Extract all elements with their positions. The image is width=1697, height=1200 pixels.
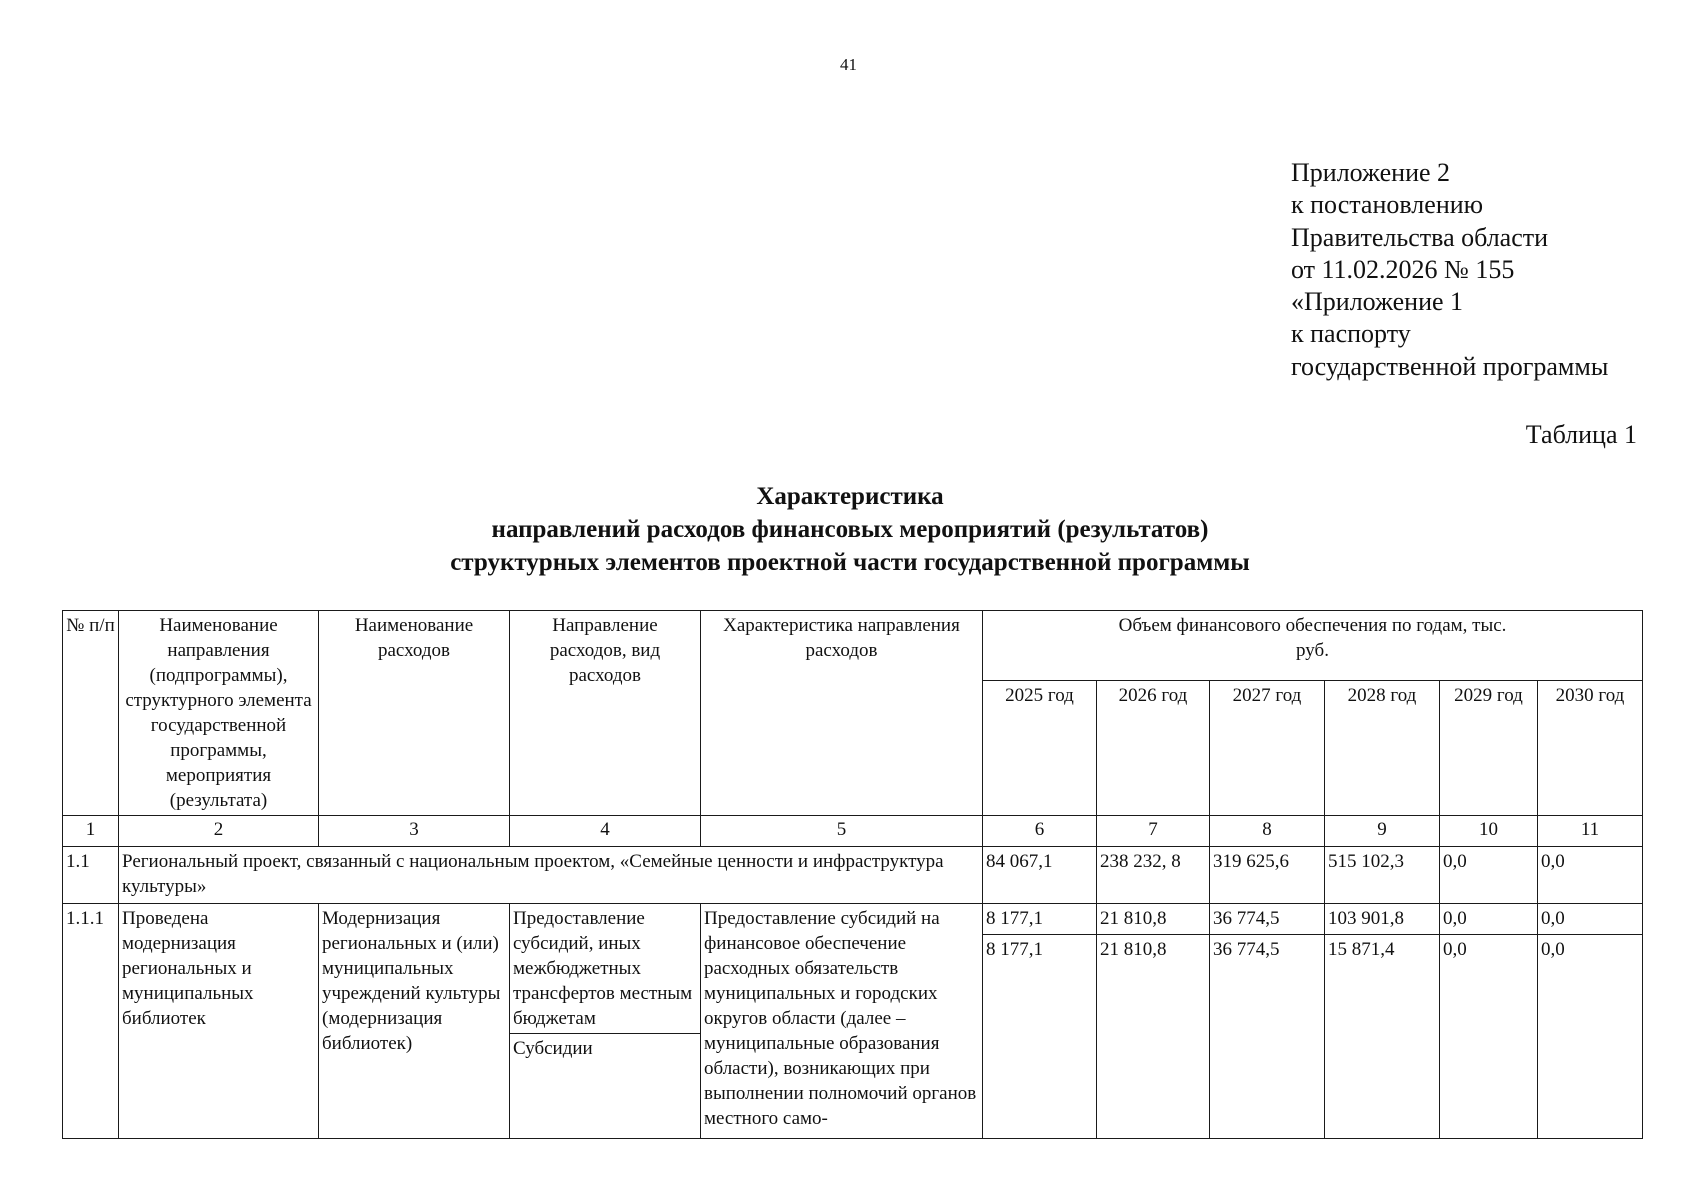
header-expense-name: Наименование расходов <box>319 611 510 816</box>
column-number: 8 <box>1210 816 1325 847</box>
row-name: Проведена модернизация региональных и муниципальных библиотек <box>119 904 319 1139</box>
row-num: 1.1.1 <box>63 904 119 1139</box>
row-direction-sub: Субсидии <box>510 1034 701 1139</box>
table-row <box>63 847 1643 904</box>
row-direction: Предоставление субсидий, иных межбюджетных трансфертов местным бюджетам <box>510 904 701 1034</box>
expenses-table <box>62 610 1643 1139</box>
appendix-line: Приложение 2 <box>1291 158 1451 187</box>
header-year: 2028 год <box>1325 681 1440 816</box>
row-value: 8 177,1 <box>983 904 1097 935</box>
row-value: 0,0 <box>1538 935 1643 1139</box>
appendix-line: «Приложение 1 <box>1291 287 1464 317</box>
header-year: 2025 год <box>983 681 1097 816</box>
row-value: 0,0 <box>1440 904 1538 935</box>
title-line: направлений расходов финансовых мероприятий (результатов) <box>491 516 1209 543</box>
column-number: 4 <box>510 816 701 847</box>
column-number: 5 <box>701 816 983 847</box>
header-year: 2029 год <box>1440 681 1538 816</box>
table-row <box>63 904 1643 935</box>
title-line: структурных элементов проектной части государственной программы <box>450 549 1250 576</box>
row-value: 515 102,3 <box>1325 847 1440 904</box>
row-value: 36 774,5 <box>1210 935 1325 1139</box>
appendix-line: к постановлению <box>1291 190 1484 220</box>
row-expense-name: Модернизация региональных и (или) муниципальных учреждений культуры (модернизация библиотек) <box>319 904 510 1139</box>
column-numbers-row <box>63 816 1643 847</box>
appendix-line: Правительства области <box>1291 222 1549 252</box>
column-number: 3 <box>319 816 510 847</box>
row-value: 0,0 <box>1538 847 1643 904</box>
row-value: 0,0 <box>1440 935 1538 1139</box>
header-name: Наименование направления (подпрограммы), структурного элемента государственной программы, мероприятия (результата) <box>119 611 319 816</box>
row-value: 36 774,5 <box>1210 904 1325 935</box>
appendix-line: к паспорту <box>1291 319 1411 349</box>
appendix-line: государственной программы <box>1291 351 1609 381</box>
header-year: 2027 год <box>1210 681 1325 816</box>
row-value: 15 871,4 <box>1325 935 1440 1139</box>
title-line: Характеристика <box>756 483 944 510</box>
row-value: 103 901,8 <box>1325 904 1440 935</box>
header-direction: Направление расходов, вид расходов <box>510 611 701 816</box>
column-number: 1 <box>63 816 119 847</box>
row-value: 0,0 <box>1440 847 1538 904</box>
column-number: 7 <box>1097 816 1210 847</box>
appendix-line: от 11.02.2026 № 155 <box>1291 254 1515 284</box>
appendix-block <box>1291 157 1608 383</box>
row-value: 319 625,6 <box>1210 847 1325 904</box>
row-num: 1.1 <box>63 847 119 904</box>
header-characteristic: Характеристика направления расходов <box>701 611 983 816</box>
row-characteristic: Предоставление субсидий на финансовое обеспечение расходных обязательств муниципальных и городских округов области (далее – муниципальные образования области), возникающих при выполнении полномочий органов местного само- <box>701 904 983 1139</box>
row-name: Региональный проект, связанный с национальным проектом, «Семейные ценности и инфраструктура культуры» <box>119 847 983 904</box>
column-number: 9 <box>1325 816 1440 847</box>
table-label: Таблица 1 <box>1525 420 1637 449</box>
column-number: 6 <box>983 816 1097 847</box>
header-year: 2026 год <box>1097 681 1210 816</box>
row-value: 8 177,1 <box>983 935 1097 1139</box>
column-number: 10 <box>1440 816 1538 847</box>
header-num: № п/п <box>63 611 119 816</box>
page-number: 41 <box>840 55 857 74</box>
row-value: 21 810,8 <box>1097 904 1210 935</box>
header-year: 2030 год <box>1538 681 1643 816</box>
row-value: 21 810,8 <box>1097 935 1210 1139</box>
row-value: 0,0 <box>1538 904 1643 935</box>
column-number: 11 <box>1538 816 1643 847</box>
document-title <box>60 480 1640 579</box>
header-funding: Объем финансового обеспечения по годам, тыс. руб. <box>983 611 1643 681</box>
row-value: 238 232, 8 <box>1097 847 1210 904</box>
column-number: 2 <box>119 816 319 847</box>
row-value: 84 067,1 <box>983 847 1097 904</box>
